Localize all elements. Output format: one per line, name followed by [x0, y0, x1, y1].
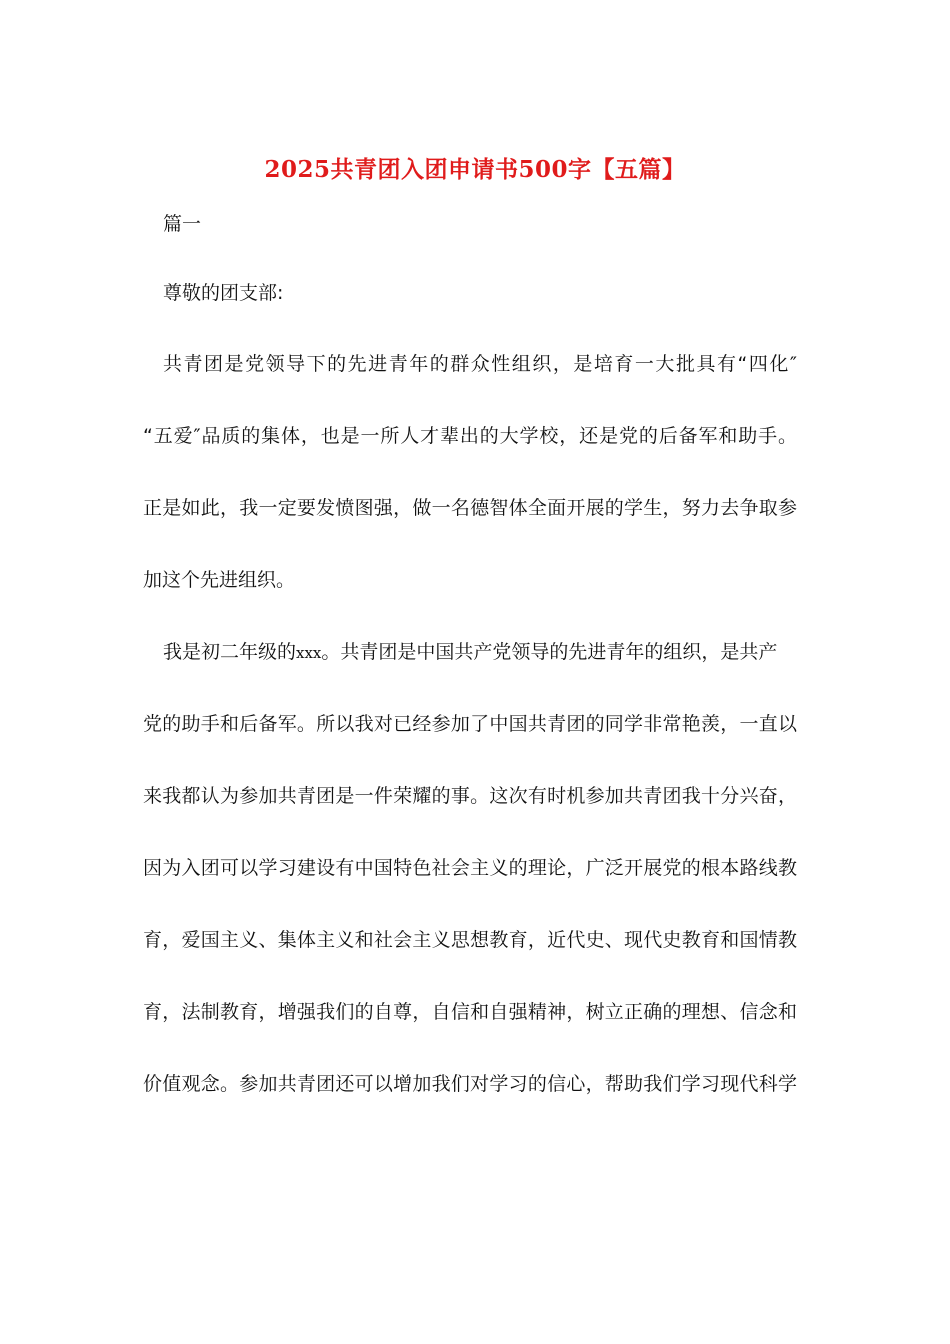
salutation: 尊敬的团支部:	[163, 282, 284, 304]
paragraph-line: 加这个先进组织。	[143, 569, 296, 591]
paragraph-line: 价值观念。参加共青团还可以增加我们对学习的信心，帮助我们学习现代科学	[143, 1073, 797, 1095]
paragraph-text: 。共青团是中国共产党领导的先进青年的组织，是共产	[321, 641, 778, 663]
paragraph-line: 育，爱国主义、集体主义和社会主义思想教育，近代史、现代史教育和国情教	[143, 929, 797, 951]
document-body	[143, 206, 797, 1138]
paragraph-2	[143, 634, 797, 1102]
paragraph-line: “五爱″品质的集体，也是一所人才辈出的大学校，还是党的后备军和助手。	[143, 425, 797, 447]
paragraph-text: 我是初二年级的	[163, 641, 297, 663]
paragraph-line: 育，法制教育，增强我们的自尊，自信和自强精神，树立正确的理想、信念和	[143, 1001, 797, 1023]
paragraph-line: 因为入团可以学习建设有中国特色社会主义的理论，广泛开展党的根本路线教	[143, 857, 797, 879]
paragraph-line: 正是如此，我一定要发愤图强，做一名德智体全面开展的学生，努力去争取参	[143, 497, 797, 519]
paragraph-line	[143, 634, 797, 670]
paragraph-line: 共青团是党领导下的先进青年的群众性组织，是培育一大批具有“四化″	[163, 353, 797, 375]
section-label: 篇一	[163, 213, 202, 235]
paragraph-line: 来我都认为参加共青团是一件荣耀的事。这次有时机参加共青团我十分兴奋，	[143, 785, 797, 807]
name-placeholder: xxx	[296, 644, 322, 662]
paragraph-line: 党的助手和后备军。所以我对已经参加了中国共青团的同学非常艳羡，一直以	[143, 713, 797, 735]
paragraph-1	[143, 346, 797, 598]
document-title: 2025共青团入团申请书500字【五篇】	[264, 156, 686, 183]
